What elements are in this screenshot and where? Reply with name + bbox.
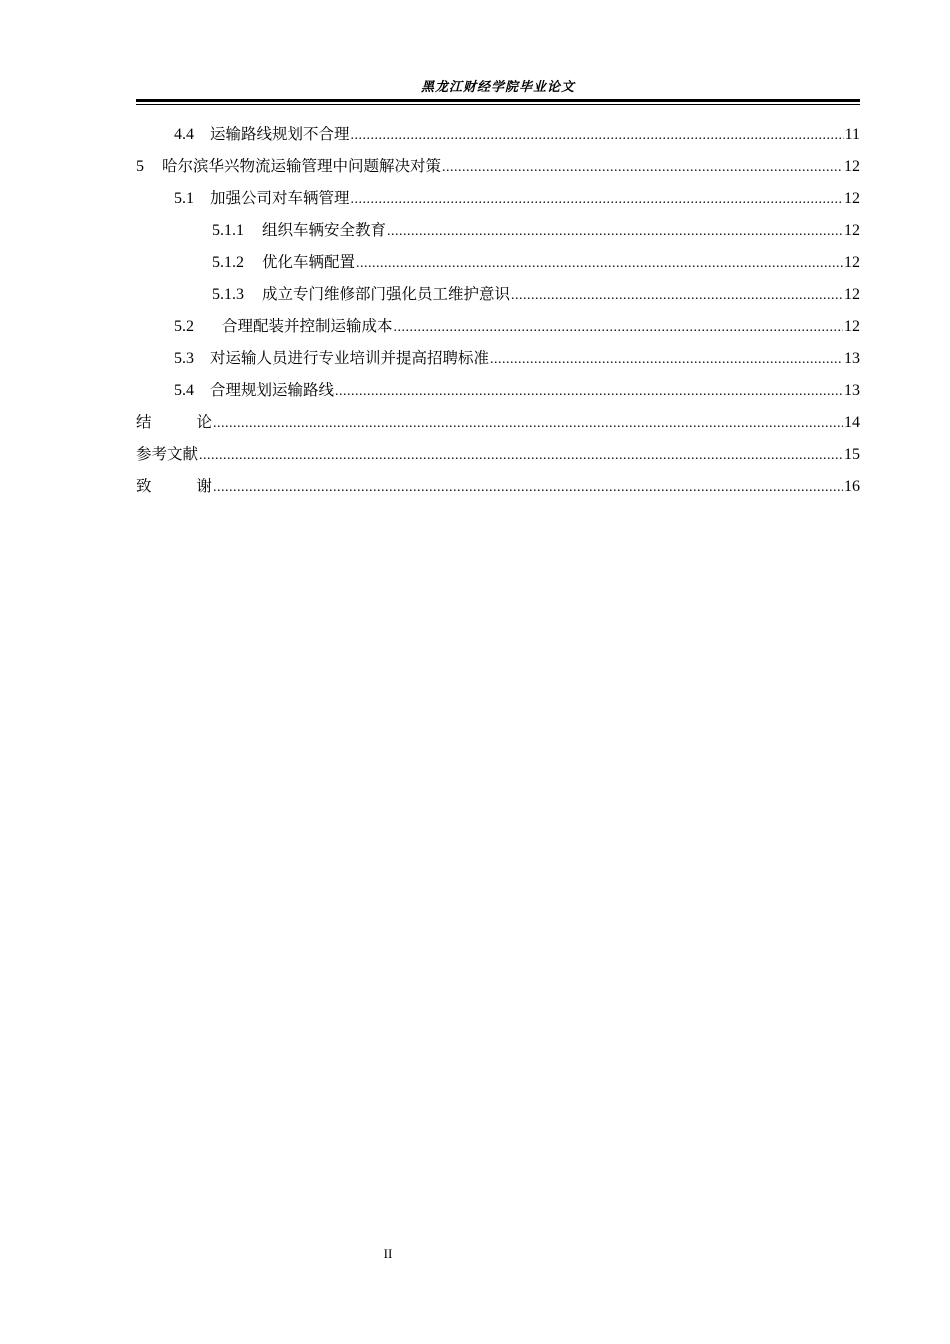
toc-leader-dots (356, 248, 843, 280)
toc-entry-page: 16 (844, 478, 860, 495)
toc-leader-dots (335, 376, 843, 408)
toc-entry-5-3[interactable] (136, 342, 860, 374)
toc-entry-title: 优化车辆配置 (262, 253, 356, 271)
table-of-contents (136, 118, 860, 502)
toc-entry-title: 对运输人员进行专业培训并提高招聘标准 (210, 349, 490, 367)
toc-entry-title: 致 谢 (136, 477, 212, 495)
toc-entry-title: 合理规划运输路线 (210, 381, 335, 399)
toc-entry-5-2[interactable] (136, 310, 860, 342)
toc-entry-title: 成立专门维修部门强化员工维护意识 (262, 285, 511, 303)
toc-entry-title: 合理配装并控制运输成本 (222, 317, 393, 335)
toc-leader-dots (351, 120, 844, 152)
toc-leader-dots (351, 184, 843, 216)
toc-entry-title: 参考文献 (136, 445, 199, 463)
toc-entry-5-4[interactable] (136, 374, 860, 406)
toc-entry-page: 13 (844, 382, 860, 399)
toc-leader-dots (490, 344, 843, 376)
toc-entry-number: 5.1.3 (212, 286, 244, 303)
running-header: 黑龙江财经学院毕业论文 (420, 80, 575, 95)
toc-entry-number: 5.1.2 (212, 254, 244, 271)
toc-leader-dots (394, 312, 843, 344)
toc-entry-number: 5.1.1 (212, 222, 244, 239)
toc-entry-page: 12 (844, 318, 860, 335)
page-number: II (383, 1246, 393, 1261)
toc-entry-5-1[interactable] (136, 182, 860, 214)
toc-entry-page: 12 (844, 286, 860, 303)
toc-entry-page: 12 (844, 190, 860, 207)
toc-entry-5-1-2[interactable] (136, 246, 860, 278)
toc-entry-number: 5.3 (174, 350, 194, 367)
toc-entry-number: 5.4 (174, 382, 194, 399)
header-rule-thick (136, 99, 860, 102)
toc-leader-dots (387, 216, 843, 248)
toc-entry-title: 组织车辆安全教育 (262, 221, 387, 239)
toc-entry-number: 5.2 (174, 318, 194, 335)
toc-entry-page: 15 (844, 446, 860, 463)
toc-entry-title: 哈尔滨华兴物流运输管理中问题解决对策 (162, 157, 442, 175)
toc-leader-dots (213, 472, 843, 504)
toc-entry-page: 12 (844, 222, 860, 239)
toc-entry-title: 结 论 (136, 413, 212, 431)
toc-entry-number: 4.4 (174, 126, 194, 143)
header-rule-thin (136, 104, 860, 105)
toc-entry-number: 5 (136, 158, 144, 175)
toc-entry-page: 11 (844, 126, 860, 143)
toc-entry-4-4[interactable] (136, 118, 860, 150)
toc-entry-5-1-3[interactable] (136, 278, 860, 310)
toc-leader-dots (442, 152, 843, 184)
toc-entry-page: 12 (844, 158, 860, 175)
toc-leader-dots (199, 440, 843, 472)
toc-entry-page: 14 (844, 414, 860, 431)
toc-entry-5[interactable] (136, 150, 860, 182)
toc-entry-acknowledgements[interactable] (136, 470, 860, 502)
toc-entry-page: 13 (844, 350, 860, 367)
toc-entry-5-1-1[interactable] (136, 214, 860, 246)
toc-entry-conclusion[interactable] (136, 406, 860, 438)
toc-entry-title: 加强公司对车辆管理 (210, 189, 350, 207)
toc-entry-number: 5.1 (174, 190, 194, 207)
toc-entry-title: 运输路线规划不合理 (210, 125, 350, 143)
toc-entry-page: 12 (844, 254, 860, 271)
toc-leader-dots (213, 408, 843, 440)
toc-leader-dots (511, 280, 843, 312)
toc-entry-references[interactable] (136, 438, 860, 470)
